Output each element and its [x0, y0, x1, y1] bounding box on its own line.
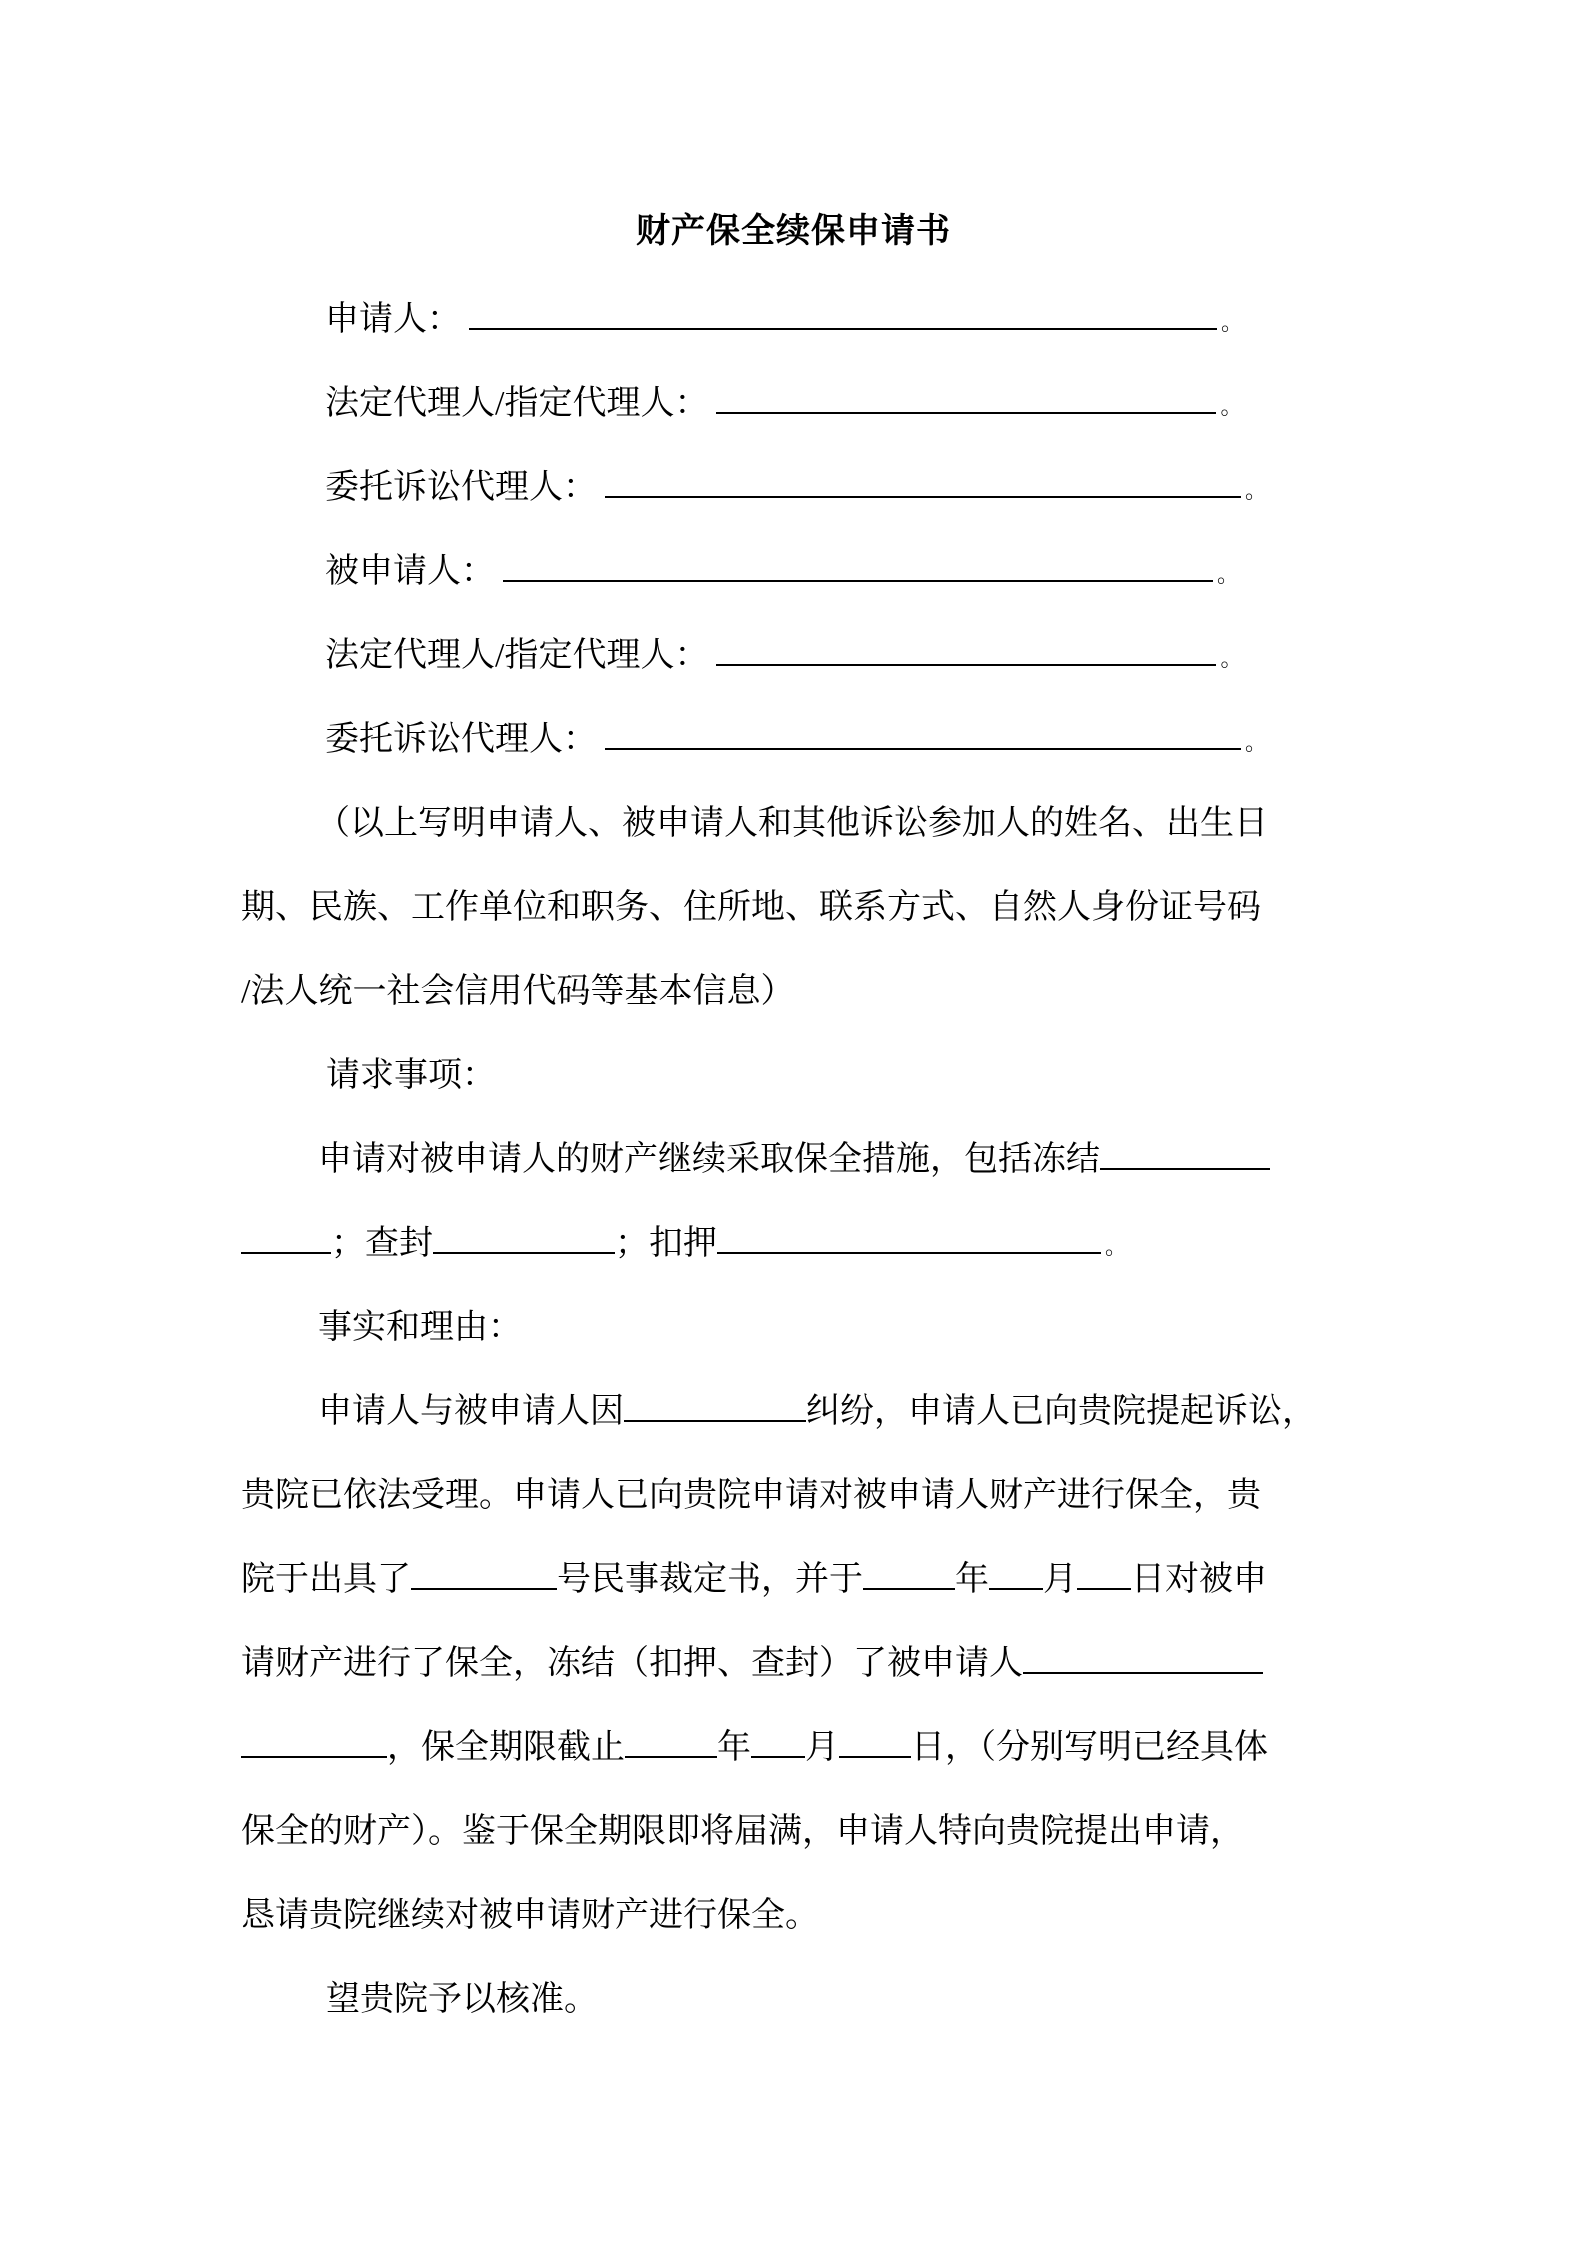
year-blank[interactable]: [863, 1558, 955, 1590]
field-end: 。: [1220, 646, 1243, 671]
facts-line-2: 贵院已依法受理。申请人已向贵院申请对被申请人财产进行保全，贵: [241, 1477, 1261, 1514]
year-label: 年: [955, 1561, 989, 1598]
party-field-respondent-legal-rep: [325, 632, 1242, 683]
facts-text: 纠纷，申请人已向贵院提起诉讼，: [806, 1393, 1316, 1430]
facts-heading: 事实和理由：: [318, 1309, 522, 1346]
field-end: 。: [1220, 394, 1243, 419]
facts-line-5: [241, 1724, 1268, 1772]
note-line-1: （以上写明申请人、被申请人和其他诉讼参加人的姓名、出生日: [316, 805, 1268, 842]
field-label: 法定代理人/指定代理人：: [325, 637, 709, 674]
note-line-2: 期、民族、工作单位和职务、住所地、联系方式、自然人身份证号码: [241, 889, 1261, 926]
expiry-month-blank[interactable]: [751, 1726, 805, 1758]
applicant-legal-rep-blank[interactable]: [716, 382, 1216, 414]
facts-line-4: [241, 1640, 1263, 1688]
request-text: 申请对被申请人的财产继续采取保全措施，包括冻结: [318, 1141, 1100, 1178]
party-field-applicant-legal-rep: [325, 380, 1242, 431]
request-end: 。: [1105, 1234, 1128, 1259]
facts-line-1: [318, 1388, 1316, 1436]
field-end: 。: [1217, 562, 1240, 587]
dispute-blank[interactable]: [624, 1390, 806, 1422]
facts-line-3: [241, 1556, 1267, 1604]
party-field-respondent: [325, 548, 1239, 599]
field-end: 。: [1221, 310, 1244, 335]
seize-blank[interactable]: [717, 1222, 1101, 1254]
note-line-3: /法人统一社会信用代码等基本信息）: [241, 973, 795, 1010]
facts-text: 请财产进行了保全，冻结（扣押、查封）了被申请人: [241, 1645, 1023, 1682]
respondent-agent-blank[interactable]: [605, 718, 1241, 750]
month-label: 月: [1043, 1561, 1077, 1598]
applicant-blank[interactable]: [469, 298, 1217, 330]
expiry-year-blank[interactable]: [625, 1726, 717, 1758]
day-blank[interactable]: [1077, 1558, 1131, 1590]
seal-blank[interactable]: [433, 1222, 615, 1254]
field-end: 。: [1245, 730, 1268, 755]
respondent-blank[interactable]: [503, 550, 1213, 582]
facts-line-7: 恳请贵院继续对被申请财产进行保全。: [241, 1897, 819, 1934]
month-label: 月: [805, 1729, 839, 1766]
seal-label: ；查封: [331, 1225, 433, 1262]
field-label: 委托诉讼代理人：: [325, 721, 597, 758]
facts-text: 日对被申: [1131, 1561, 1267, 1598]
facts-text: 申请人与被申请人因: [318, 1393, 624, 1430]
month-blank[interactable]: [989, 1558, 1043, 1590]
facts-text: 院于出具了: [241, 1561, 411, 1598]
facts-text: 日，（分别写明已经具体: [911, 1729, 1268, 1766]
party-field-applicant-agent: [325, 464, 1267, 515]
expiry-day-blank[interactable]: [839, 1726, 911, 1758]
facts-text: ，保全期限截止: [387, 1729, 625, 1766]
facts-text: 号民事裁定书，并于: [557, 1561, 863, 1598]
party-field-applicant: [325, 296, 1243, 347]
field-label: 法定代理人/指定代理人：: [325, 385, 709, 422]
facts-line-6: 保全的财产）。鉴于保全期限即将届满，申请人特向贵院提出申请，: [241, 1813, 1244, 1850]
request-line-1: [318, 1136, 1270, 1184]
field-label: 申请人：: [325, 301, 461, 338]
field-label: 委托诉讼代理人：: [325, 469, 597, 506]
preserved-property-blank-b[interactable]: [241, 1726, 387, 1758]
applicant-agent-blank[interactable]: [605, 466, 1241, 498]
respondent-legal-rep-blank[interactable]: [716, 634, 1216, 666]
request-line-2: [241, 1220, 1127, 1271]
year-label: 年: [717, 1729, 751, 1766]
document-title: 财产保全续保申请书: [636, 213, 951, 250]
freeze-blank-b[interactable]: [241, 1222, 331, 1254]
request-heading: 请求事项：: [326, 1057, 496, 1094]
freeze-blank-a[interactable]: [1100, 1138, 1270, 1170]
closing-line: 望贵院予以核准。: [326, 1981, 598, 2018]
party-field-respondent-agent: [325, 716, 1267, 767]
ruling-number-blank[interactable]: [411, 1558, 557, 1590]
preserved-property-blank-a[interactable]: [1023, 1642, 1263, 1674]
field-end: 。: [1245, 478, 1268, 503]
field-label: 被申请人：: [325, 553, 495, 590]
seize-label: ；扣押: [615, 1225, 717, 1262]
